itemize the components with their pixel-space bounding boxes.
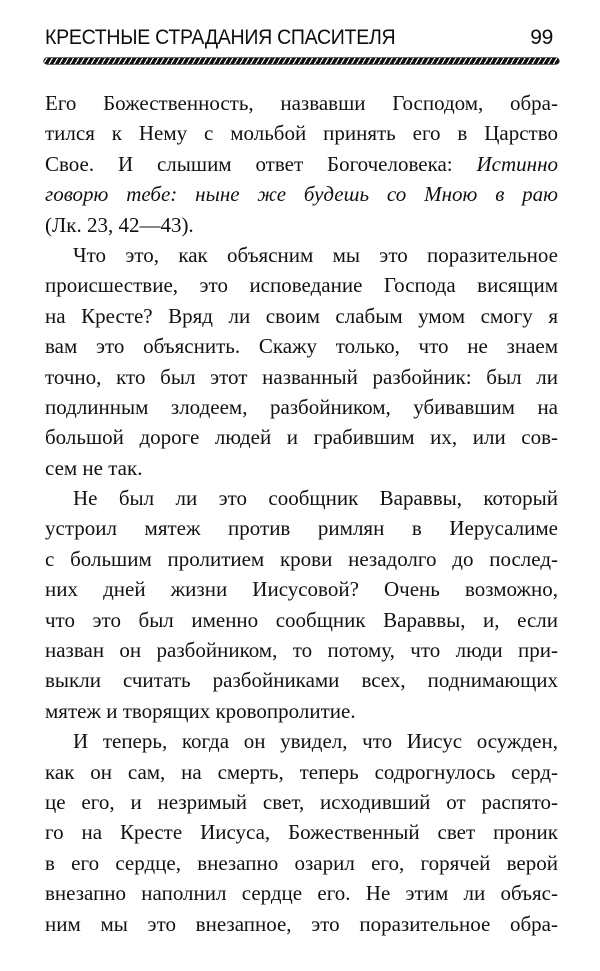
- text-line: в его сердце, внезапно озарил его, горячей верой: [45, 850, 558, 875]
- text-line: с большим пролитием крови незадолго до послед-: [45, 546, 558, 571]
- page-body: [45, 88, 558, 939]
- text-line: устроил мятеж против римлян в Иерусалиме: [45, 516, 558, 541]
- text-line: Его Божественность, назвавши Господом, обра-: [45, 91, 558, 115]
- text-line: что это был именно сообщник Вараввы, и, если: [45, 607, 558, 632]
- paragraph-4: [45, 726, 558, 939]
- text-line: подлинным злодеем, разбойником, убивавшим на: [45, 394, 558, 419]
- text-line: выкли считать разбойниками всех, поднимающих: [45, 668, 558, 693]
- scripture-reference: (Лк. 23, 42—43).: [45, 212, 194, 237]
- text-run: Свое. И слышим ответ Богочеловека:: [45, 151, 477, 176]
- scripture-quote: Истинно: [476, 151, 558, 176]
- text-line: них дней жизни Иисусовой? Очень возможно,: [45, 577, 558, 602]
- running-title: КРЕСТНЫЕ СТРАДАНИЯ СПАСИТЕЛЯ: [45, 26, 396, 49]
- text-line: го на Кресте Иисуса, Божественный свет проник: [45, 820, 558, 845]
- scripture-quote: говорю тебе: ныне же будешь со Мною в раю: [45, 182, 558, 207]
- text-line: как он сам, на смерть, теперь содрогнулось серд-: [45, 759, 558, 784]
- rope-divider: [44, 58, 559, 64]
- text-line: Не был ли это сообщник Вараввы, который: [73, 486, 558, 511]
- running-header: [45, 26, 555, 52]
- text-line: тился к Нему с мольбой принять его в Царство: [45, 121, 558, 146]
- text-line: [45, 179, 558, 209]
- text-line: сем не так.: [45, 455, 143, 480]
- page-number: 99: [530, 26, 553, 49]
- paragraph-1: [45, 88, 558, 240]
- text-line: большой дороге людей и грабившим их, или сов-: [45, 425, 558, 450]
- text-line: точно, кто был этот названный разбойник: был ли: [45, 364, 558, 389]
- text-line: це его, и незримый свет, исходивший от распято-: [45, 789, 558, 814]
- text-line: назван он разбойником, то потому, что люди при-: [45, 638, 558, 663]
- text-line: на Кресте? Вряд ли своим слабым умом смогу я: [45, 303, 558, 328]
- text-line: вам это объяснить. Скажу только, что не знаем: [45, 334, 558, 359]
- text-line: [45, 149, 558, 179]
- text-line: ним мы это внезапное, это поразительное обра-: [45, 911, 558, 936]
- text-line: И теперь, когда он увидел, что Иисус осужден,: [73, 729, 558, 754]
- paragraph-2: [45, 240, 558, 483]
- text-line: внезапно наполнил сердце его. Не этим ли объяс-: [45, 881, 558, 906]
- text-line: происшествие, это исповедание Господа висящим: [45, 273, 558, 298]
- text-line: Что это, как объясним мы это поразительное: [73, 242, 558, 267]
- text-line: мятеж и творящих кровопролитие.: [45, 698, 356, 723]
- paragraph-3: [45, 483, 558, 726]
